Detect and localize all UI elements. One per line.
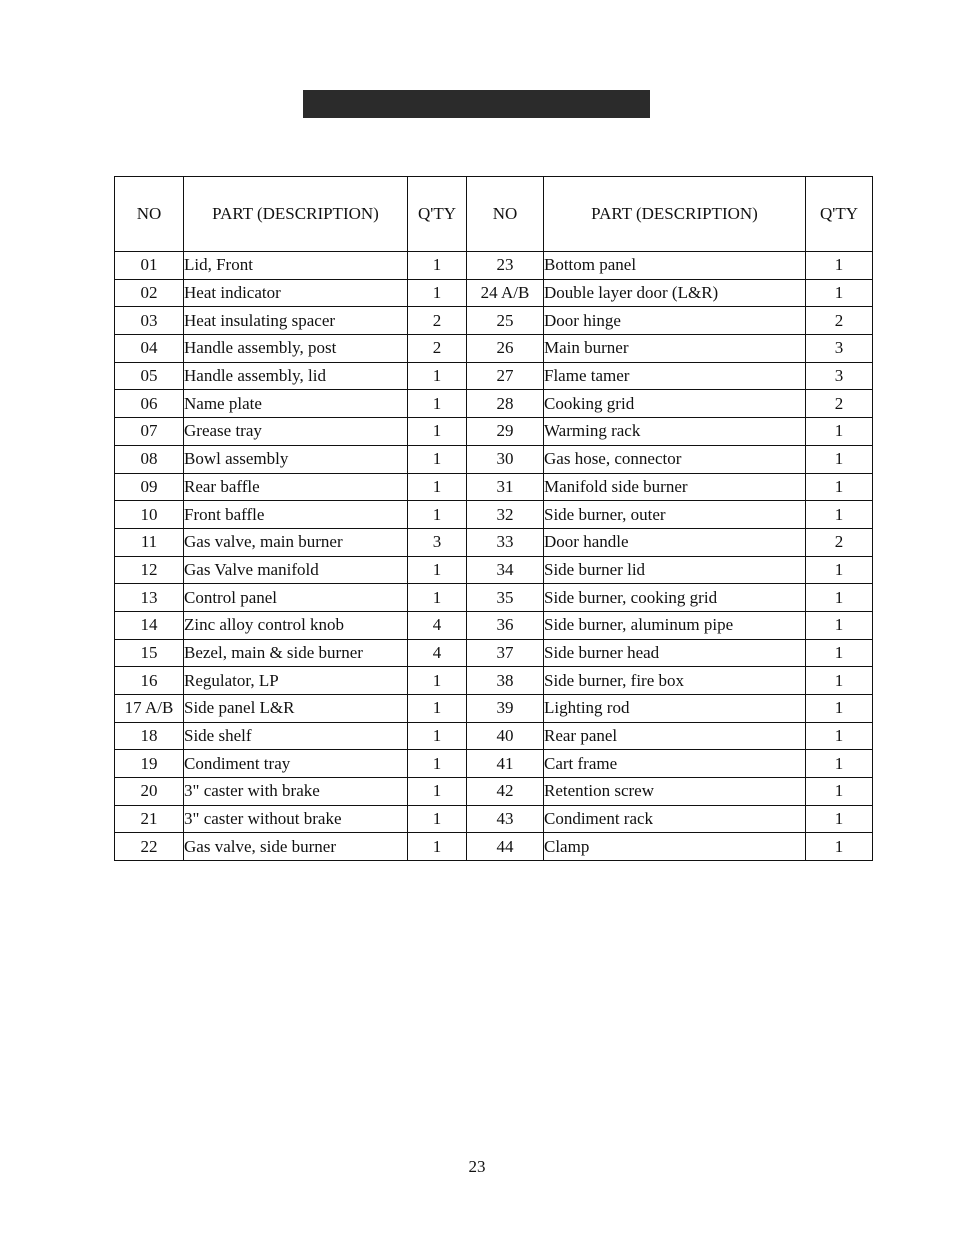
part-no: 38 — [467, 667, 544, 695]
table-row — [115, 778, 873, 806]
part-qty: 1 — [408, 473, 467, 501]
table-row — [115, 750, 873, 778]
part-qty: 4 — [408, 611, 467, 639]
part-qty: 1 — [806, 611, 873, 639]
part-qty: 1 — [806, 695, 873, 723]
part-no: 17 A/B — [115, 695, 184, 723]
part-no: 35 — [467, 584, 544, 612]
part-qty: 1 — [408, 584, 467, 612]
part-description: Door handle — [544, 528, 806, 556]
part-qty: 1 — [806, 252, 873, 280]
part-description: Cooking grid — [544, 390, 806, 418]
table-row — [115, 501, 873, 529]
part-qty: 1 — [806, 418, 873, 446]
table-row — [115, 667, 873, 695]
part-no: 33 — [467, 528, 544, 556]
part-description: Side burner head — [544, 639, 806, 667]
table-row — [115, 473, 873, 501]
header-part-1: PART (DESCRIPTION) — [184, 177, 408, 252]
table-row — [115, 611, 873, 639]
part-qty: 1 — [408, 501, 467, 529]
page-number: 23 — [468, 1157, 486, 1176]
part-no: 03 — [115, 307, 184, 335]
part-description: Handle assembly, post — [184, 335, 408, 363]
part-description: Side burner lid — [544, 556, 806, 584]
part-qty: 2 — [806, 390, 873, 418]
part-no: 23 — [467, 252, 544, 280]
part-description: Lighting rod — [544, 695, 806, 723]
part-qty: 1 — [408, 750, 467, 778]
table-row — [115, 805, 873, 833]
table-row — [115, 279, 873, 307]
part-no: 01 — [115, 252, 184, 280]
part-no: 19 — [115, 750, 184, 778]
part-qty: 1 — [806, 501, 873, 529]
part-no: 16 — [115, 667, 184, 695]
part-no: 14 — [115, 611, 184, 639]
header-no-1: NO — [115, 177, 184, 252]
part-description: Bowl assembly — [184, 445, 408, 473]
part-no: 04 — [115, 335, 184, 363]
part-description: Door hinge — [544, 307, 806, 335]
part-description: Control panel — [184, 584, 408, 612]
header-qty-2: Q'TY — [806, 177, 873, 252]
part-no: 12 — [115, 556, 184, 584]
part-no: 34 — [467, 556, 544, 584]
part-qty: 1 — [408, 418, 467, 446]
part-description: Gas valve, side burner — [184, 833, 408, 861]
part-qty: 2 — [408, 307, 467, 335]
part-qty: 1 — [806, 279, 873, 307]
part-no: 31 — [467, 473, 544, 501]
part-qty: 3 — [408, 528, 467, 556]
part-description: Side panel L&R — [184, 695, 408, 723]
part-no: 28 — [467, 390, 544, 418]
part-no: 22 — [115, 833, 184, 861]
part-qty: 1 — [408, 362, 467, 390]
part-no: 43 — [467, 805, 544, 833]
part-no: 10 — [115, 501, 184, 529]
table-row — [115, 252, 873, 280]
part-no: 02 — [115, 279, 184, 307]
part-no: 40 — [467, 722, 544, 750]
part-no: 24 A/B — [467, 279, 544, 307]
part-description: Double layer door (L&R) — [544, 279, 806, 307]
part-qty: 4 — [408, 639, 467, 667]
part-description: Heat insulating spacer — [184, 307, 408, 335]
part-qty: 1 — [806, 556, 873, 584]
table-row — [115, 722, 873, 750]
table-row — [115, 445, 873, 473]
part-no: 39 — [467, 695, 544, 723]
part-description: Manifold side burner — [544, 473, 806, 501]
part-no: 42 — [467, 778, 544, 806]
part-no: 08 — [115, 445, 184, 473]
part-no: 25 — [467, 307, 544, 335]
title-bar — [303, 90, 650, 118]
part-no: 06 — [115, 390, 184, 418]
part-no: 29 — [467, 418, 544, 446]
part-no: 11 — [115, 528, 184, 556]
part-qty: 1 — [806, 667, 873, 695]
table-row — [115, 528, 873, 556]
header-qty-1: Q'TY — [408, 177, 467, 252]
part-no: 37 — [467, 639, 544, 667]
part-qty: 1 — [806, 584, 873, 612]
part-no: 36 — [467, 611, 544, 639]
table-row — [115, 362, 873, 390]
part-description: Heat indicator — [184, 279, 408, 307]
part-description: Flame tamer — [544, 362, 806, 390]
part-qty: 1 — [408, 695, 467, 723]
part-no: 41 — [467, 750, 544, 778]
part-no: 07 — [115, 418, 184, 446]
part-qty: 1 — [806, 805, 873, 833]
part-qty: 1 — [408, 722, 467, 750]
header-no-2: NO — [467, 177, 544, 252]
part-no: 15 — [115, 639, 184, 667]
part-no: 21 — [115, 805, 184, 833]
part-qty: 1 — [408, 778, 467, 806]
table-row — [115, 584, 873, 612]
part-description: Name plate — [184, 390, 408, 418]
part-no: 18 — [115, 722, 184, 750]
part-description: Clamp — [544, 833, 806, 861]
table-row — [115, 695, 873, 723]
part-description: Zinc alloy control knob — [184, 611, 408, 639]
table-body — [115, 252, 873, 861]
part-qty: 1 — [408, 252, 467, 280]
part-description: Gas hose, connector — [544, 445, 806, 473]
part-no: 20 — [115, 778, 184, 806]
part-description: Side burner, outer — [544, 501, 806, 529]
part-qty: 3 — [806, 335, 873, 363]
part-description: Warming rack — [544, 418, 806, 446]
part-description: Grease tray — [184, 418, 408, 446]
part-description: Side burner, aluminum pipe — [544, 611, 806, 639]
part-no: 09 — [115, 473, 184, 501]
part-no: 32 — [467, 501, 544, 529]
part-description: Rear panel — [544, 722, 806, 750]
part-qty: 1 — [806, 722, 873, 750]
part-description: Rear baffle — [184, 473, 408, 501]
part-description: Condiment rack — [544, 805, 806, 833]
table-row — [115, 335, 873, 363]
parts-table — [114, 176, 873, 861]
part-qty: 2 — [806, 528, 873, 556]
table-row — [115, 418, 873, 446]
part-qty: 1 — [408, 805, 467, 833]
part-no: 13 — [115, 584, 184, 612]
part-no: 05 — [115, 362, 184, 390]
part-description: Gas valve, main burner — [184, 528, 408, 556]
part-description: 3" caster with brake — [184, 778, 408, 806]
part-no: 30 — [467, 445, 544, 473]
part-qty: 1 — [806, 778, 873, 806]
table-row — [115, 833, 873, 861]
part-description: Side shelf — [184, 722, 408, 750]
part-description: Side burner, fire box — [544, 667, 806, 695]
part-qty: 2 — [408, 335, 467, 363]
part-description: Cart frame — [544, 750, 806, 778]
part-no: 44 — [467, 833, 544, 861]
part-description: Gas Valve manifold — [184, 556, 408, 584]
part-description: Bottom panel — [544, 252, 806, 280]
part-description: Front baffle — [184, 501, 408, 529]
part-qty: 1 — [408, 667, 467, 695]
part-qty: 1 — [806, 473, 873, 501]
part-description: Regulator, LP — [184, 667, 408, 695]
part-qty: 1 — [408, 279, 467, 307]
part-qty: 2 — [806, 307, 873, 335]
part-qty: 1 — [806, 445, 873, 473]
part-description: Condiment tray — [184, 750, 408, 778]
table-row — [115, 556, 873, 584]
part-qty: 1 — [408, 445, 467, 473]
part-description: Handle assembly, lid — [184, 362, 408, 390]
part-description: Side burner, cooking grid — [544, 584, 806, 612]
table-row — [115, 307, 873, 335]
part-qty: 3 — [806, 362, 873, 390]
table-header-row — [115, 177, 873, 252]
table-row — [115, 639, 873, 667]
part-qty: 1 — [806, 750, 873, 778]
part-qty: 1 — [806, 639, 873, 667]
part-description: 3" caster without brake — [184, 805, 408, 833]
part-no: 26 — [467, 335, 544, 363]
part-description: Main burner — [544, 335, 806, 363]
part-qty: 1 — [408, 556, 467, 584]
table-row — [115, 390, 873, 418]
part-qty: 1 — [408, 390, 467, 418]
part-qty: 1 — [806, 833, 873, 861]
part-no: 27 — [467, 362, 544, 390]
part-description: Lid, Front — [184, 252, 408, 280]
part-description: Retention screw — [544, 778, 806, 806]
header-part-2: PART (DESCRIPTION) — [544, 177, 806, 252]
part-qty: 1 — [408, 833, 467, 861]
part-description: Bezel, main & side burner — [184, 639, 408, 667]
